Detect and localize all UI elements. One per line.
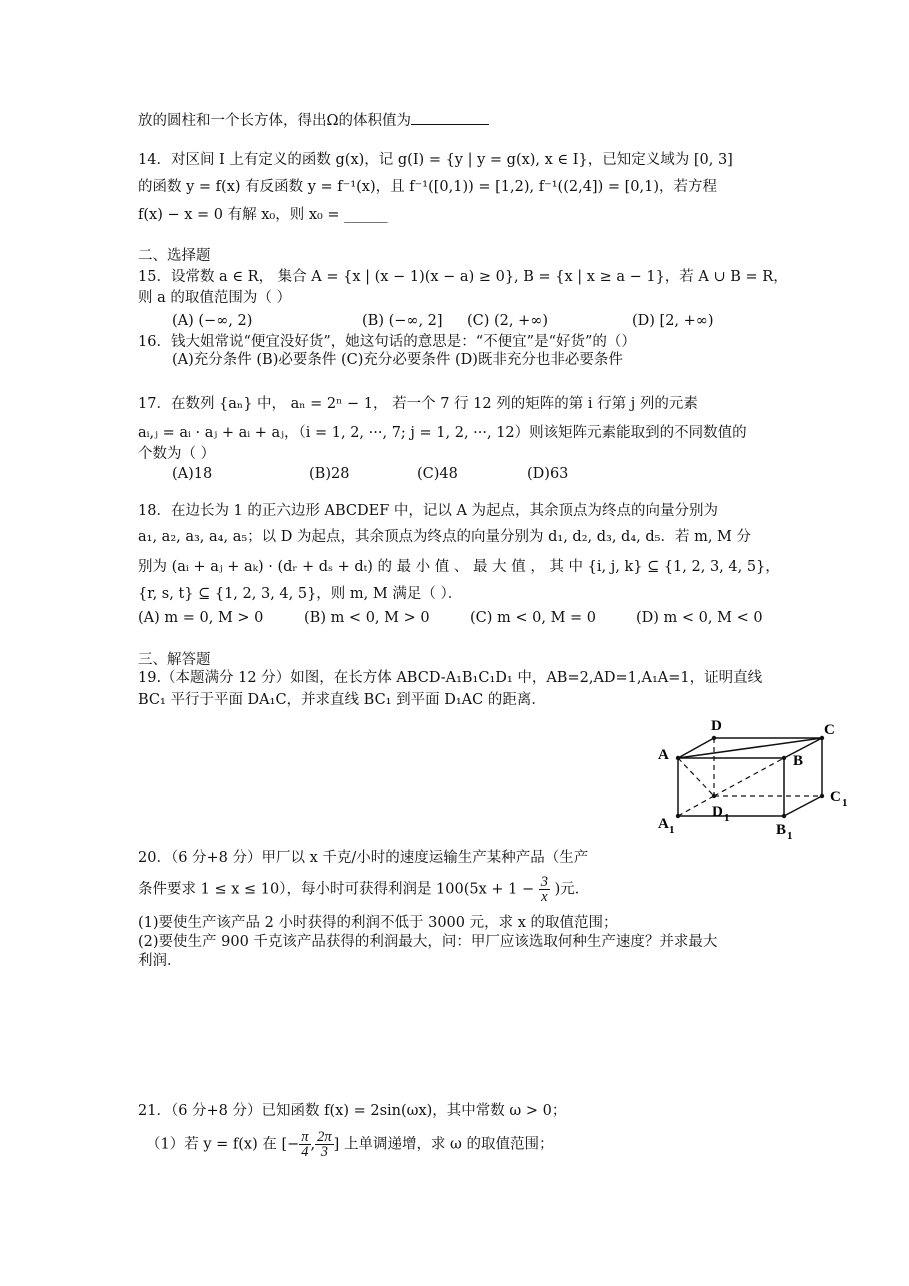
- cuboid-figure: [650, 712, 865, 847]
- q18-line-4: {r, s, t} ⊆ {1, 2, 3, 4, 5}，则 m, M 满足（ ）．: [138, 586, 463, 602]
- section-3-title: 三、解答题: [138, 652, 211, 668]
- q17-option-b: (B)28: [309, 466, 350, 482]
- q19-line-1: 19.（本题满分 12 分）如图，在长方体 ABCD-A₁B₁C₁D₁ 中，AB=2,AD=1,A₁A=1，证明直线: [138, 670, 763, 686]
- edge-a-d1: [678, 758, 714, 796]
- label-d1: D: [712, 804, 723, 820]
- q15-option-b: (B) (−∞, 2]: [362, 313, 443, 329]
- q21-frac1-den: 4: [301, 1144, 309, 1160]
- label-d1-sub: 1: [724, 812, 730, 824]
- q15-option-c: (C) (2, +∞): [467, 313, 549, 329]
- q21-frac1-num: π: [301, 1129, 309, 1145]
- q13-tail-text: 放的圆柱和一个长方体，得出Ω的体积值为: [138, 113, 412, 129]
- q20-line-2-end: )元．: [554, 881, 590, 898]
- q21-line-2: （1）若 y = f(x) 在 [− $\frac{\pi}{4}$ , $\frac{2\pi}{3}$ ] 上单调递增，求 ω 的取值范围；: [146, 1129, 554, 1160]
- q14-line-3: f(x) − x = 0 有解 x₀，则 x₀ = ______: [138, 207, 388, 223]
- q18-line-2: a₁, a₂, a₃, a₄, a₅；以 D 为起点，其余顶点为终点的向量分别为 d₁, d₂, d₃, d₄, d₅．若 m, M 分: [138, 529, 751, 545]
- label-a: A: [658, 747, 669, 763]
- q20-line-2: [138, 875, 589, 904]
- q16-line-1: 16．钱大姐常说“便宜没好货”，她这句话的意思是：“不便宜”是“好货”的（）: [138, 334, 636, 350]
- q17-option-c: (C)48: [417, 466, 458, 482]
- label-c: C: [824, 722, 835, 738]
- section-2-title: 二、选择题: [138, 248, 211, 264]
- q15-line-2: 则 a 的取值范围为（ ）: [138, 290, 291, 306]
- label-b: B: [793, 753, 804, 769]
- q17-line-1: 17．在数列 {aₙ} 中， aₙ = 2ⁿ − 1， 若一个 7 行 12 列的矩阵的第 i 行第 j 列的元素: [138, 396, 698, 412]
- q18-option-d: (D) m < 0, M < 0: [636, 610, 763, 626]
- q20-fraction: [539, 875, 550, 904]
- q20-line-1: 20．（6 分+8 分）甲厂以 x 千克/小时的速度运输生产某种产品（生产: [138, 850, 589, 866]
- label-c1-sub: 1: [842, 797, 848, 809]
- label-c1: C: [830, 789, 841, 805]
- q17-option-d: (D)63: [527, 466, 569, 482]
- q15-options: [172, 311, 714, 331]
- q20-frac-num: 3: [540, 874, 549, 890]
- edge-d1-b: [714, 758, 784, 796]
- q18-options: [138, 608, 763, 628]
- label-a1: A: [658, 816, 669, 832]
- q20-line-5: 利润．: [138, 953, 182, 969]
- q18-line-1: 18．在边长为 1 的正六边形 ABCDEF 中，记以 A 为起点，其余顶点为终点的向量分别为: [138, 503, 719, 519]
- q21-line-1: 21．（6 分+8 分）已知函数 f(x) = 2sin(ωx)，其中常数 ω > 0；: [138, 1103, 567, 1119]
- edge-b1-c1: [784, 796, 822, 816]
- q18-option-a: (A) m = 0, M > 0: [138, 610, 264, 626]
- q20-line-3: (1)要使生产该产品 2 小时获得的利润不低于 3000 元，求 x 的取值范围；: [138, 915, 618, 931]
- q19-line-2: BC₁ 平行于平面 DA₁C，并求直线 BC₁ 到平面 D₁AC 的距离．: [138, 692, 546, 708]
- q15-option-d: (D) [2, +∞): [632, 313, 714, 329]
- label-d: D: [711, 718, 722, 734]
- q15-line-1: 15．设常数 a ∈ R， 集合 A = {x | (x − 1)(x − a) ≥ 0}, B = {x | x ≥ a − 1}，若 A ∪ B = R，: [138, 269, 788, 285]
- label-b1-sub: 1: [787, 830, 793, 842]
- q20-line-2-start: 条件要求 1 ≤ x ≤ 10），每小时可获得利润是 100(5x + 1 −: [138, 881, 535, 898]
- q21-frac2-num: 2π: [317, 1129, 332, 1145]
- q13-tail: [138, 110, 489, 131]
- q18-option-b: (B) m < 0, M > 0: [304, 610, 430, 626]
- q18-option-c: (C) m < 0, M = 0: [470, 610, 597, 626]
- q13-answer-blank: [411, 110, 489, 125]
- q21-line-2-start: （1）若 y = f(x) 在 [−: [146, 1136, 300, 1153]
- label-a1-sub: 1: [669, 824, 675, 836]
- label-b1: B: [776, 822, 787, 838]
- q17-line-3: 个数为（ ）: [138, 446, 216, 462]
- q14-line-2: 的函数 y = f(x) 有反函数 y = f⁻¹(x)，且 f⁻¹([0,1)) = [1,2), f⁻¹((2,4]) = [0,1)，若方程: [138, 179, 717, 195]
- q17-option-a: (A)18: [172, 466, 213, 482]
- q16-line-2: (A)充分条件 (B)必要条件 (C)充分必要条件 (D)既非充分也非必要条件: [172, 352, 623, 368]
- q20-line-4: (2)要使生产 900 千克该产品获得的利润最大，问：甲厂应该选取何种生产速度？并求最大: [138, 934, 718, 950]
- q21-fraction-1: [299, 1130, 310, 1159]
- q21-frac2-den: 3: [320, 1144, 329, 1160]
- q17-options: [172, 464, 568, 484]
- q21-fraction-2: [315, 1130, 334, 1159]
- q14-line-1: 14．对区间 I 上有定义的函数 g(x)，记 g(I) = {y | y = g(x), x ∈ I}，已知定义域为 [0, 3]: [138, 152, 733, 168]
- q17-line-2: aᵢ,ⱼ = aᵢ · aⱼ + aᵢ + aⱼ，（i = 1, 2, ···, 7; j = 1, 2, ···, 12）则该矩阵元素能取到的不同数值的: [138, 425, 747, 441]
- q15-option-a: (A) (−∞, 2): [172, 313, 253, 329]
- edge-a1-d1: [678, 796, 714, 816]
- q21-line-2-end: ] 上单调递增，求 ω 的取值范围；: [333, 1136, 554, 1153]
- q18-line-3: 别为 (aᵢ + aⱼ + aₖ) · (dᵣ + dₛ + dₜ) 的 最 小 值 、 最 大 值 ， 其 中 {i, j, k} ⊆ {1, 2, 3, 4, 5}，: [138, 559, 780, 575]
- q20-frac-den: x: [541, 889, 548, 905]
